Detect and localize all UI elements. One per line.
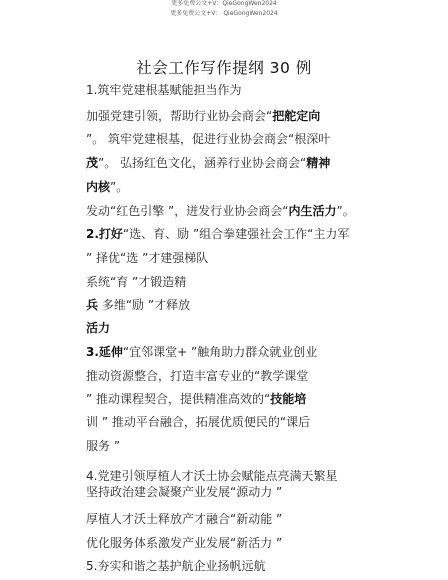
text-run: ” 推动课程契合，提供精准高效的“ bbox=[86, 392, 271, 406]
section-2-heading bbox=[86, 226, 349, 242]
section-1-line-2: ”。 筑牢党建根基，促进行业协会商会“根深叶 bbox=[86, 132, 331, 146]
text-run: 多维“励 ”才释放 bbox=[101, 298, 191, 312]
section-1-line-5 bbox=[86, 203, 355, 219]
text-run: ”。 bbox=[110, 180, 129, 194]
watermark-line-1: 更多免费公文+V：QieGongWen2024 bbox=[171, 0, 277, 7]
bold-text-run: 3.延伸 bbox=[86, 345, 123, 359]
text-run: ” 推动平台融合，拓展优质便民的“课后 bbox=[101, 415, 311, 429]
watermark-line-2: 更多免费公文+V： QieGongWen2024 bbox=[170, 10, 278, 17]
bold-text-run: 内生活力 bbox=[288, 204, 337, 218]
section-2-line-4 bbox=[86, 297, 190, 313]
section-3-heading bbox=[86, 344, 317, 360]
section-1-heading: 1.筑牢党建根基赋能担当作为 bbox=[86, 83, 242, 97]
section-2-line-3: 系统“育 ”才锻造精 bbox=[86, 275, 187, 289]
bold-text-run: 精神 bbox=[306, 156, 331, 170]
section-2-line-5: 活力 bbox=[86, 321, 111, 335]
text-run: ”。 弘扬红色文化，涵养行业协会商会“ bbox=[98, 156, 307, 170]
text-run: 发动“红色引擎 ”，迸发行业协会商会“ bbox=[86, 204, 289, 218]
section-4-heading: 4.党建引领厚植人才沃土协会赋能点亮满天繁星 bbox=[86, 469, 338, 483]
text-run: 训 bbox=[86, 415, 99, 429]
section-3-line-3 bbox=[86, 391, 306, 407]
bold-text-run: 内核 bbox=[86, 180, 111, 194]
section-5-heading: 5.夯实和谐之基护航企业扬帆远航 bbox=[86, 559, 266, 573]
bold-text-run: 兵 bbox=[86, 298, 99, 312]
bold-text-run: 把舵定向 bbox=[272, 109, 321, 123]
page-title: 社会工作写作提纲 30 例 bbox=[136, 59, 312, 77]
section-4-line-3: 厚植人才沃土释放产才融合“新动能 ” bbox=[86, 512, 283, 526]
section-1-line-1 bbox=[86, 108, 320, 124]
text-run: “宜邻课堂+ ”触角助力群众就业创业 bbox=[122, 345, 318, 359]
text-run: 加强党建引领，帮助行业协会商会“ bbox=[86, 109, 273, 123]
section-2-line-2: ” 择优“选 ”才建强梯队 bbox=[86, 251, 209, 265]
section-4-line-2: 坚持政治建会凝聚产业发展“源动力 ” bbox=[86, 485, 283, 499]
bold-text-run: 2.打好 bbox=[86, 227, 123, 241]
text-run: ”。 bbox=[336, 204, 355, 218]
bold-text-run: 茂 bbox=[86, 156, 99, 170]
section-3-line-2: 推动资源整合，打造丰富专业的“教学课堂 bbox=[86, 369, 309, 383]
section-1-line-3 bbox=[86, 155, 330, 171]
section-3-line-5: 服务 ” bbox=[86, 439, 121, 453]
bold-text-run: 技能培 bbox=[270, 392, 307, 406]
section-4-line-4: 优化服务体系激发产业发展“新活力 ” bbox=[86, 536, 283, 550]
section-3-line-4 bbox=[86, 414, 310, 430]
section-1-line-4 bbox=[86, 179, 128, 195]
text-run: “选、育、励 ”组合拳建强社会工作“主力军 bbox=[122, 227, 350, 241]
